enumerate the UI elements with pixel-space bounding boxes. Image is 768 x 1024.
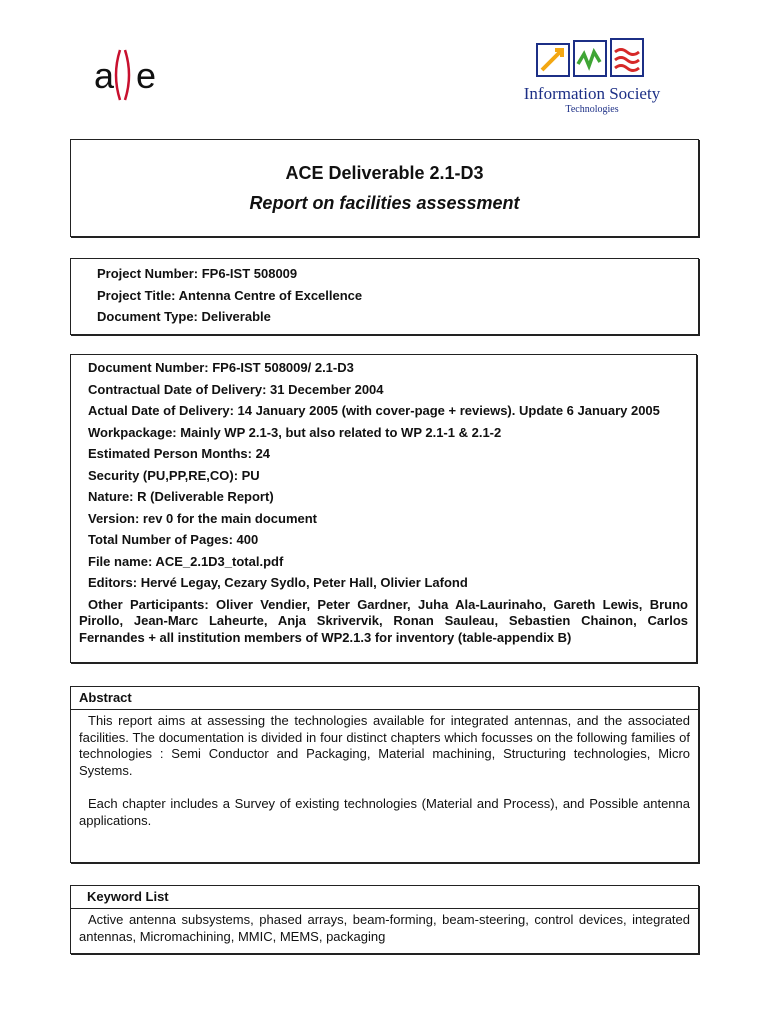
abstract-paragraph: This report aims at assessing the technologies available for integrated antennas, and the associated facilities. The documentation is divided in four distinct chapters which focusses on the following families of technologies : Semi Conductor and Packaging, Material machining, Structuring technologies, Micro Systems.	[79, 713, 690, 778]
abstract-heading: Abstract	[71, 687, 698, 710]
workpackage: Workpackage: Mainly WP 2.1-3, but also related to WP 2.1-1 & 2.1-2	[88, 424, 502, 440]
editors: Editors: Hervé Legay, Cezary Sydlo, Peter Hall, Olivier Lafond	[88, 575, 468, 590]
ace-logo	[92, 44, 172, 106]
ist-logo-subtitle: Technologies	[565, 104, 619, 115]
file-name: File name: ACE_2.1D3_total.pdf	[88, 553, 284, 569]
version: Version: rev 0 for the main document	[88, 510, 317, 526]
document-info-box	[70, 354, 697, 663]
keyword-list-box	[70, 885, 699, 954]
keyword-list-heading: Keyword List	[71, 886, 698, 909]
contractual-date: Contractual Date of Delivery: 31 December 2004	[88, 381, 384, 397]
document-type: Document Type: Deliverable	[97, 309, 271, 324]
nature: Nature: R (Deliverable Report)	[88, 489, 274, 504]
title-box	[70, 139, 699, 237]
ist-logo-title: Information Society	[523, 84, 661, 103]
security: Security (PU,PP,RE,CO): PU	[88, 467, 260, 483]
page-subtitle: Report on facilities assessment	[249, 193, 520, 213]
document-number: Document Number: FP6-IST 508009/ 2.1-D3	[88, 360, 354, 375]
total-pages: Total Number of Pages: 400	[88, 532, 259, 547]
abstract-paragraph: Each chapter includes a Survey of existing technologies (Material and Process), and Possible antenna applications.	[79, 796, 690, 828]
svg-text:a: a	[94, 55, 115, 96]
keyword-list-text: Active antenna subsystems, phased arrays, beam-forming, beam-steering, control devices, integrated antennas, Micromachining, MMIC, MEMS, packaging	[79, 912, 690, 944]
other-participants: Other Participants: Oliver Vendier, Peter Gardner, Juha Ala-Laurinaho, Gareth Lewis, Bruno Pirollo, Jean-Marc Laheurte, Anja Skrivervik, Ronan Sauleau, Sebastien Chainon, Carlos Fernandes + all institution members of WP2.1.3 for inventory (table-appendix B)	[79, 596, 688, 645]
abstract-body	[71, 710, 698, 829]
keyword-list-body	[71, 909, 698, 945]
project-title: Project Title: Antenna Centre of Excellence	[97, 287, 363, 303]
project-info-box	[70, 258, 699, 335]
ist-logo-icon	[536, 38, 646, 80]
actual-date: Actual Date of Delivery: 14 January 2005 (with cover-page + reviews). Update 6 January 2005	[88, 403, 660, 418]
page-title: ACE Deliverable 2.1-D3	[285, 163, 484, 183]
information-society-logo	[512, 38, 672, 120]
project-number: Project Number: FP6-IST 508009	[97, 266, 298, 281]
person-months: Estimated Person Months: 24	[88, 446, 271, 461]
abstract-box	[70, 686, 699, 863]
svg-text:e: e	[136, 55, 157, 96]
